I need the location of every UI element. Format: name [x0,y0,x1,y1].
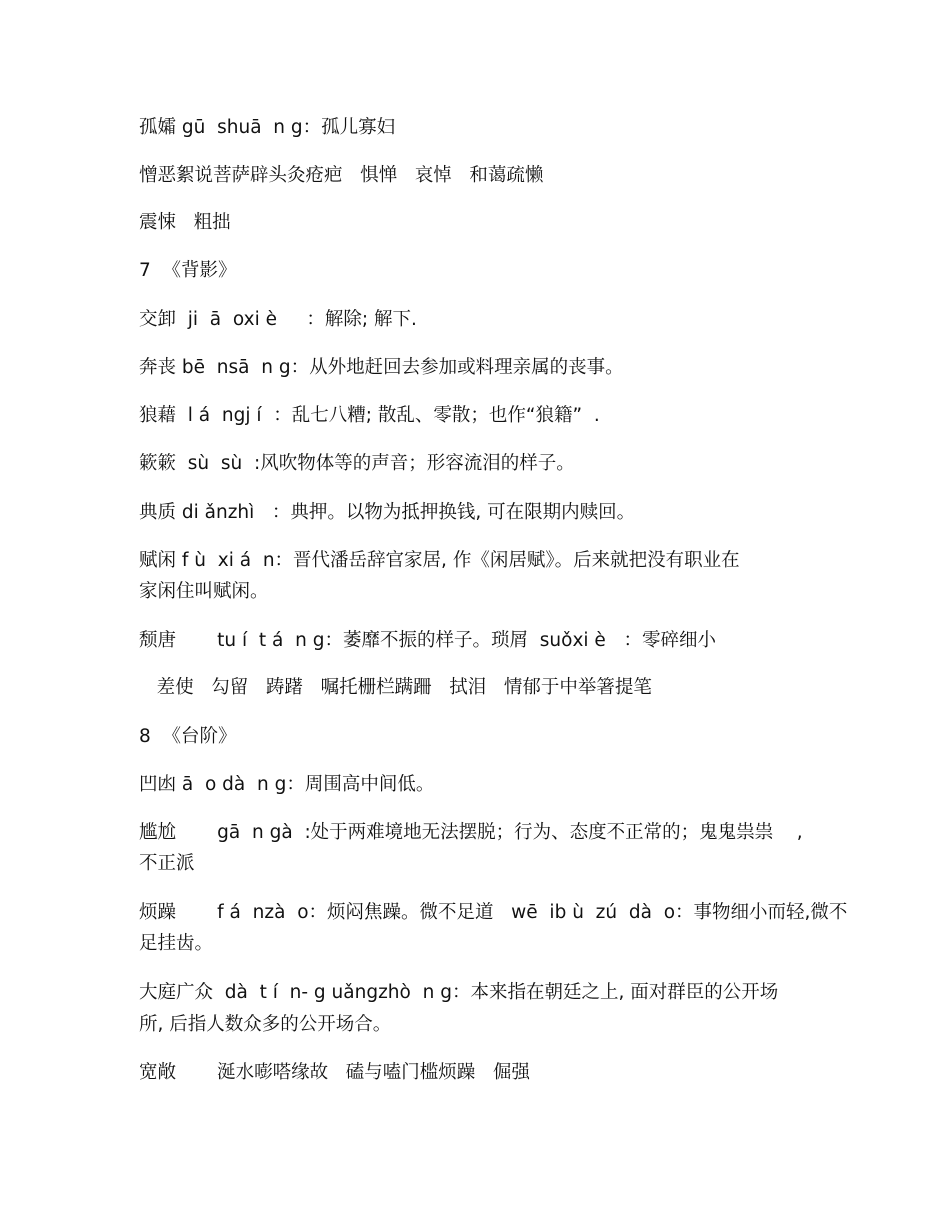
text-line: 交卸 ji ā oxi è ：解除; 解下. [139,309,417,330]
text-line: 烦躁 f á nzà o：烦闷焦躁。微不足道 wē ib ù zú dà o：事物细小而轻,微不 [139,902,848,923]
text-line: 奔丧 bē nsā n g：从外地赶回去参加或料理亲属的丧事。 [139,357,624,378]
text-line: 颓唐 tu í t á n g：萎靡不振的样子。琐屑 suǒxi è ：零碎细小 [139,630,716,651]
text-line: 震悚 粗拙 [139,212,231,233]
text-line: 尴尬 gā n gà :处于两难境地无法摆脱；行为、态度不正常的；鬼鬼祟祟 , [139,822,803,843]
text-line: 家闲住叫赋闲。 [139,581,269,602]
text-line: 孤孀 gū shuā n g：孤儿寡妇 [139,117,396,138]
section-heading: 8 《台阶》 [139,726,237,747]
text-line: 大庭广众 dà t í n- g uǎngzhò n g：本来指在朝廷之上, 面对群臣的公开场 [139,982,779,1003]
text-line: 不正派 [139,853,195,874]
text-line: 宽敞 涎水嘭嗒缘故 磕与嗑门槛烦躁 倔强 [139,1062,530,1083]
text-line: 狼藉 l á ngj í ：乱七八糟; 散乱、零散；也作“狼籍” . [139,405,600,426]
text-line: 所, 后指人数众多的公开场合。 [139,1014,392,1035]
text-line: 足挂齿。 [139,933,214,954]
text-line: 憎恶絮说菩萨辟头灸疮疤 惧惮 哀悼 和蔼疏懒 [139,165,544,186]
text-line: 簌簌 sù sù :风吹物体等的声音；形容流泪的样子。 [139,453,575,474]
text-line: 赋闲 f ù xi á n：晋代潘岳辞官家居, 作《闲居赋》。后来就把没有职业在 [139,550,740,571]
text-line: 差使 勾留 踌躇 嘱托栅栏蹒跚 拭泪 情郁于中举箸提笔 [139,677,652,698]
section-heading: 7 《背影》 [139,260,237,281]
text-line: 凹凼 ā o dà n g：周围高中间低。 [139,774,435,795]
text-line: 典质 di ǎnzhì ：典押。以物为抵押换钱, 可在限期内赎回。 [139,502,636,523]
